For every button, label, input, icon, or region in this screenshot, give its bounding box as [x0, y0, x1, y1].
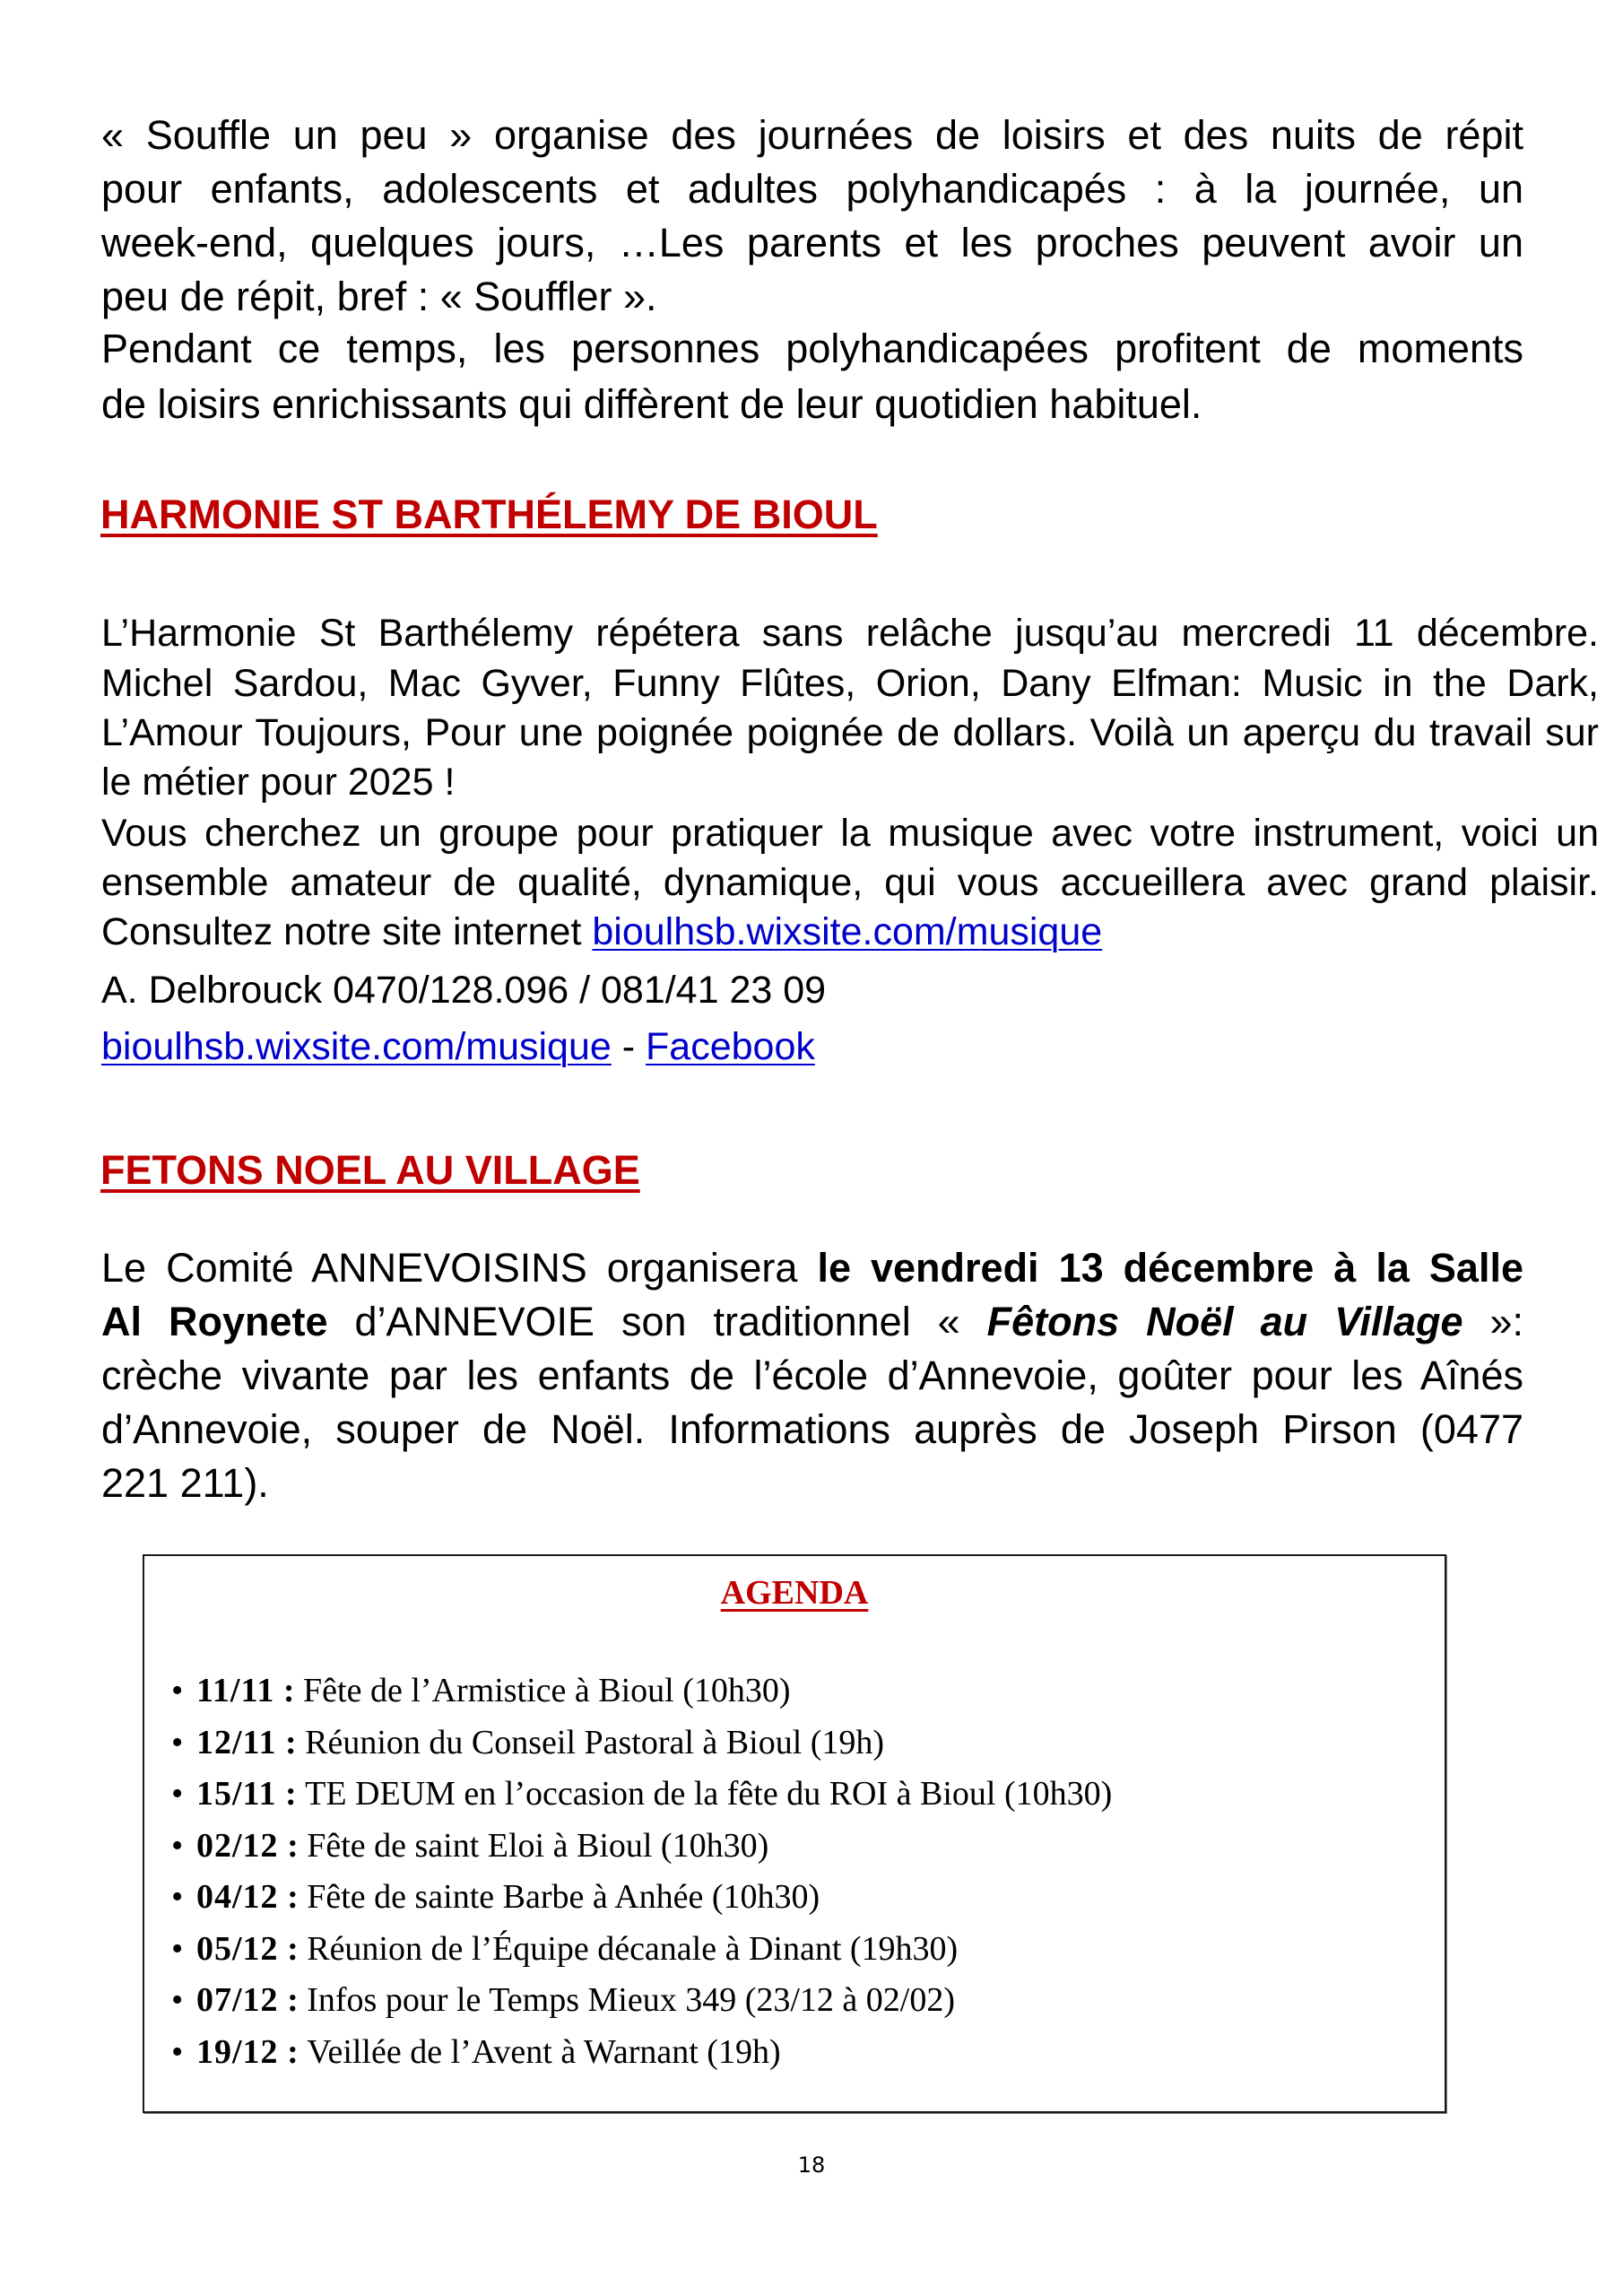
- agenda-text: Veillée de l’Avent à Warnant (19h): [307, 2033, 781, 2071]
- paragraph-line: week-end, quelques jours, …Les parents et les proches peuvent avoir un: [101, 220, 1523, 265]
- paragraph-line: le métier pour 2025 !: [101, 761, 456, 804]
- agenda-item: [171, 1983, 955, 2017]
- paragraph-line: L’Amour Toujours, Pour une poignée poignée de dollars. Voilà un aperçu du travail sur: [101, 711, 1599, 754]
- fetons-date-location: le vendredi 13 décembre à la Salle: [817, 1245, 1523, 1291]
- agenda-date: 12/11: [196, 1724, 277, 1761]
- agenda-separator: :: [276, 1724, 306, 1761]
- agenda-box: [143, 1554, 1446, 2113]
- agenda-separator: :: [278, 2033, 308, 2071]
- agenda-date: 05/12: [196, 1930, 279, 1968]
- agenda-text: Fête de saint Eloi à Bioul (10h30): [307, 1827, 769, 1865]
- agenda-text: TE DEUM en l’occasion de la fête du ROI à Bioul (10h30): [305, 1775, 1113, 1813]
- agenda-separator: :: [278, 1930, 308, 1968]
- facebook-link[interactable]: Facebook: [646, 1025, 815, 1068]
- paragraph-line: peu de répit, bref : « Souffler ».: [101, 274, 657, 319]
- paragraph-line: Vous cherchez un groupe pour pratiquer la musique avec votre instrument, voici un: [101, 812, 1599, 855]
- bullet-icon: •: [171, 2033, 184, 2071]
- paragraph-line: de loisirs enrichissants qui diffèrent de leur quotidien habituel.: [101, 381, 1202, 427]
- fetons-venue: Al Roynete: [101, 1299, 328, 1344]
- page-number: 18: [797, 2152, 826, 2178]
- agenda-title: AGENDA: [720, 1574, 869, 1612]
- paragraph-line: d’Annevoie, souper de Noël. Informations auprès de Joseph Pirson (0477: [101, 1406, 1523, 1452]
- bullet-icon: •: [171, 1775, 184, 1813]
- agenda-text: Réunion du Conseil Pastoral à Bioul (19h): [305, 1724, 885, 1761]
- agenda-item: [171, 1829, 768, 1863]
- bullet-icon: •: [171, 1672, 184, 1709]
- link-separator: -: [611, 1025, 647, 1068]
- agenda-item: [171, 2035, 781, 2069]
- contact-line: A. Delbrouck 0470/128.096 / 081/41 23 09: [101, 969, 827, 1012]
- agenda-item: [171, 1726, 884, 1760]
- bullet-icon: •: [171, 1724, 184, 1761]
- agenda-text: Infos pour le Temps Mieux 349 (23/12 à 02/02): [307, 1981, 955, 2019]
- paragraph-line: [101, 1245, 1523, 1291]
- agenda-item: [171, 1777, 1112, 1811]
- agenda-text: Réunion de l’Équipe décanale à Dinant (19h30): [307, 1930, 959, 1968]
- paragraph-line: L’Harmonie St Barthélemy répétera sans relâche jusqu’au mercredi 11 décembre.: [101, 612, 1599, 655]
- agenda-date: 11/11: [196, 1672, 275, 1709]
- agenda-separator: :: [278, 1827, 308, 1865]
- fetons-line2-regular: d’ANNEVOIE son traditionnel «: [327, 1299, 987, 1344]
- paragraph-line: Michel Sardou, Mac Gyver, Funny Flûtes, Orion, Dany Elfman: Music in the Dark,: [101, 662, 1599, 705]
- agenda-date: 04/12: [196, 1878, 279, 1916]
- agenda-date: 07/12: [196, 1981, 279, 2019]
- agenda-date: 15/11: [196, 1775, 277, 1813]
- bullet-icon: •: [171, 1930, 184, 1968]
- agenda-text: Fête de sainte Barbe à Anhée (10h30): [307, 1878, 820, 1916]
- harmonie-website-link-2[interactable]: bioulhsb.wixsite.com/musique: [101, 1025, 612, 1068]
- agenda-item: [171, 1674, 791, 1708]
- paragraph-line: crèche vivante par les enfants de l’école d’Annevoie, goûter pour les Aînés: [101, 1352, 1523, 1398]
- harmonie-website-link[interactable]: bioulhsb.wixsite.com/musique: [592, 910, 1103, 953]
- paragraph-line: Pendant ce temps, les personnes polyhandicapées profitent de moments: [101, 326, 1523, 371]
- paragraph-line: ensemble amateur de qualité, dynamique, qui vous accueillera avec grand plaisir.: [101, 861, 1599, 904]
- consult-website-line: [101, 910, 1599, 953]
- agenda-date: 02/12: [196, 1827, 279, 1865]
- agenda-date: 19/12: [196, 2033, 279, 2071]
- agenda-item: [171, 1880, 820, 1914]
- agenda-item: [171, 1932, 958, 1966]
- fetons-line1-regular: Le Comité ANNEVOISINS organisera: [101, 1245, 818, 1291]
- agenda-separator: :: [278, 1981, 308, 2019]
- paragraph-line: 221 211).: [101, 1460, 269, 1506]
- agenda-separator: :: [274, 1672, 304, 1709]
- consult-prefix: Consultez notre site internet: [101, 910, 593, 953]
- harmonie-heading: HARMONIE ST BARTHÉLEMY DE BIOUL: [100, 491, 878, 537]
- agenda-separator: :: [278, 1878, 308, 1916]
- agenda-text: Fête de l’Armistice à Bioul (10h30): [303, 1672, 791, 1709]
- paragraph-line: pour enfants, adolescents et adultes polyhandicapés : à la journée, un: [101, 166, 1523, 212]
- links-line: [101, 1025, 1599, 1068]
- fetons-heading: FETONS NOEL AU VILLAGE: [100, 1147, 640, 1193]
- agenda-separator: :: [276, 1775, 306, 1813]
- bullet-icon: •: [171, 1878, 184, 1916]
- fetons-event-name: Fêtons Noël au Village: [986, 1299, 1463, 1344]
- bullet-icon: •: [171, 1827, 184, 1865]
- fetons-line2-end: »:: [1462, 1299, 1523, 1344]
- bullet-icon: •: [171, 1981, 184, 2019]
- paragraph-line: « Souffle un peu » organise des journées de loisirs et des nuits de répit: [101, 112, 1523, 158]
- paragraph-line: [101, 1301, 1523, 1342]
